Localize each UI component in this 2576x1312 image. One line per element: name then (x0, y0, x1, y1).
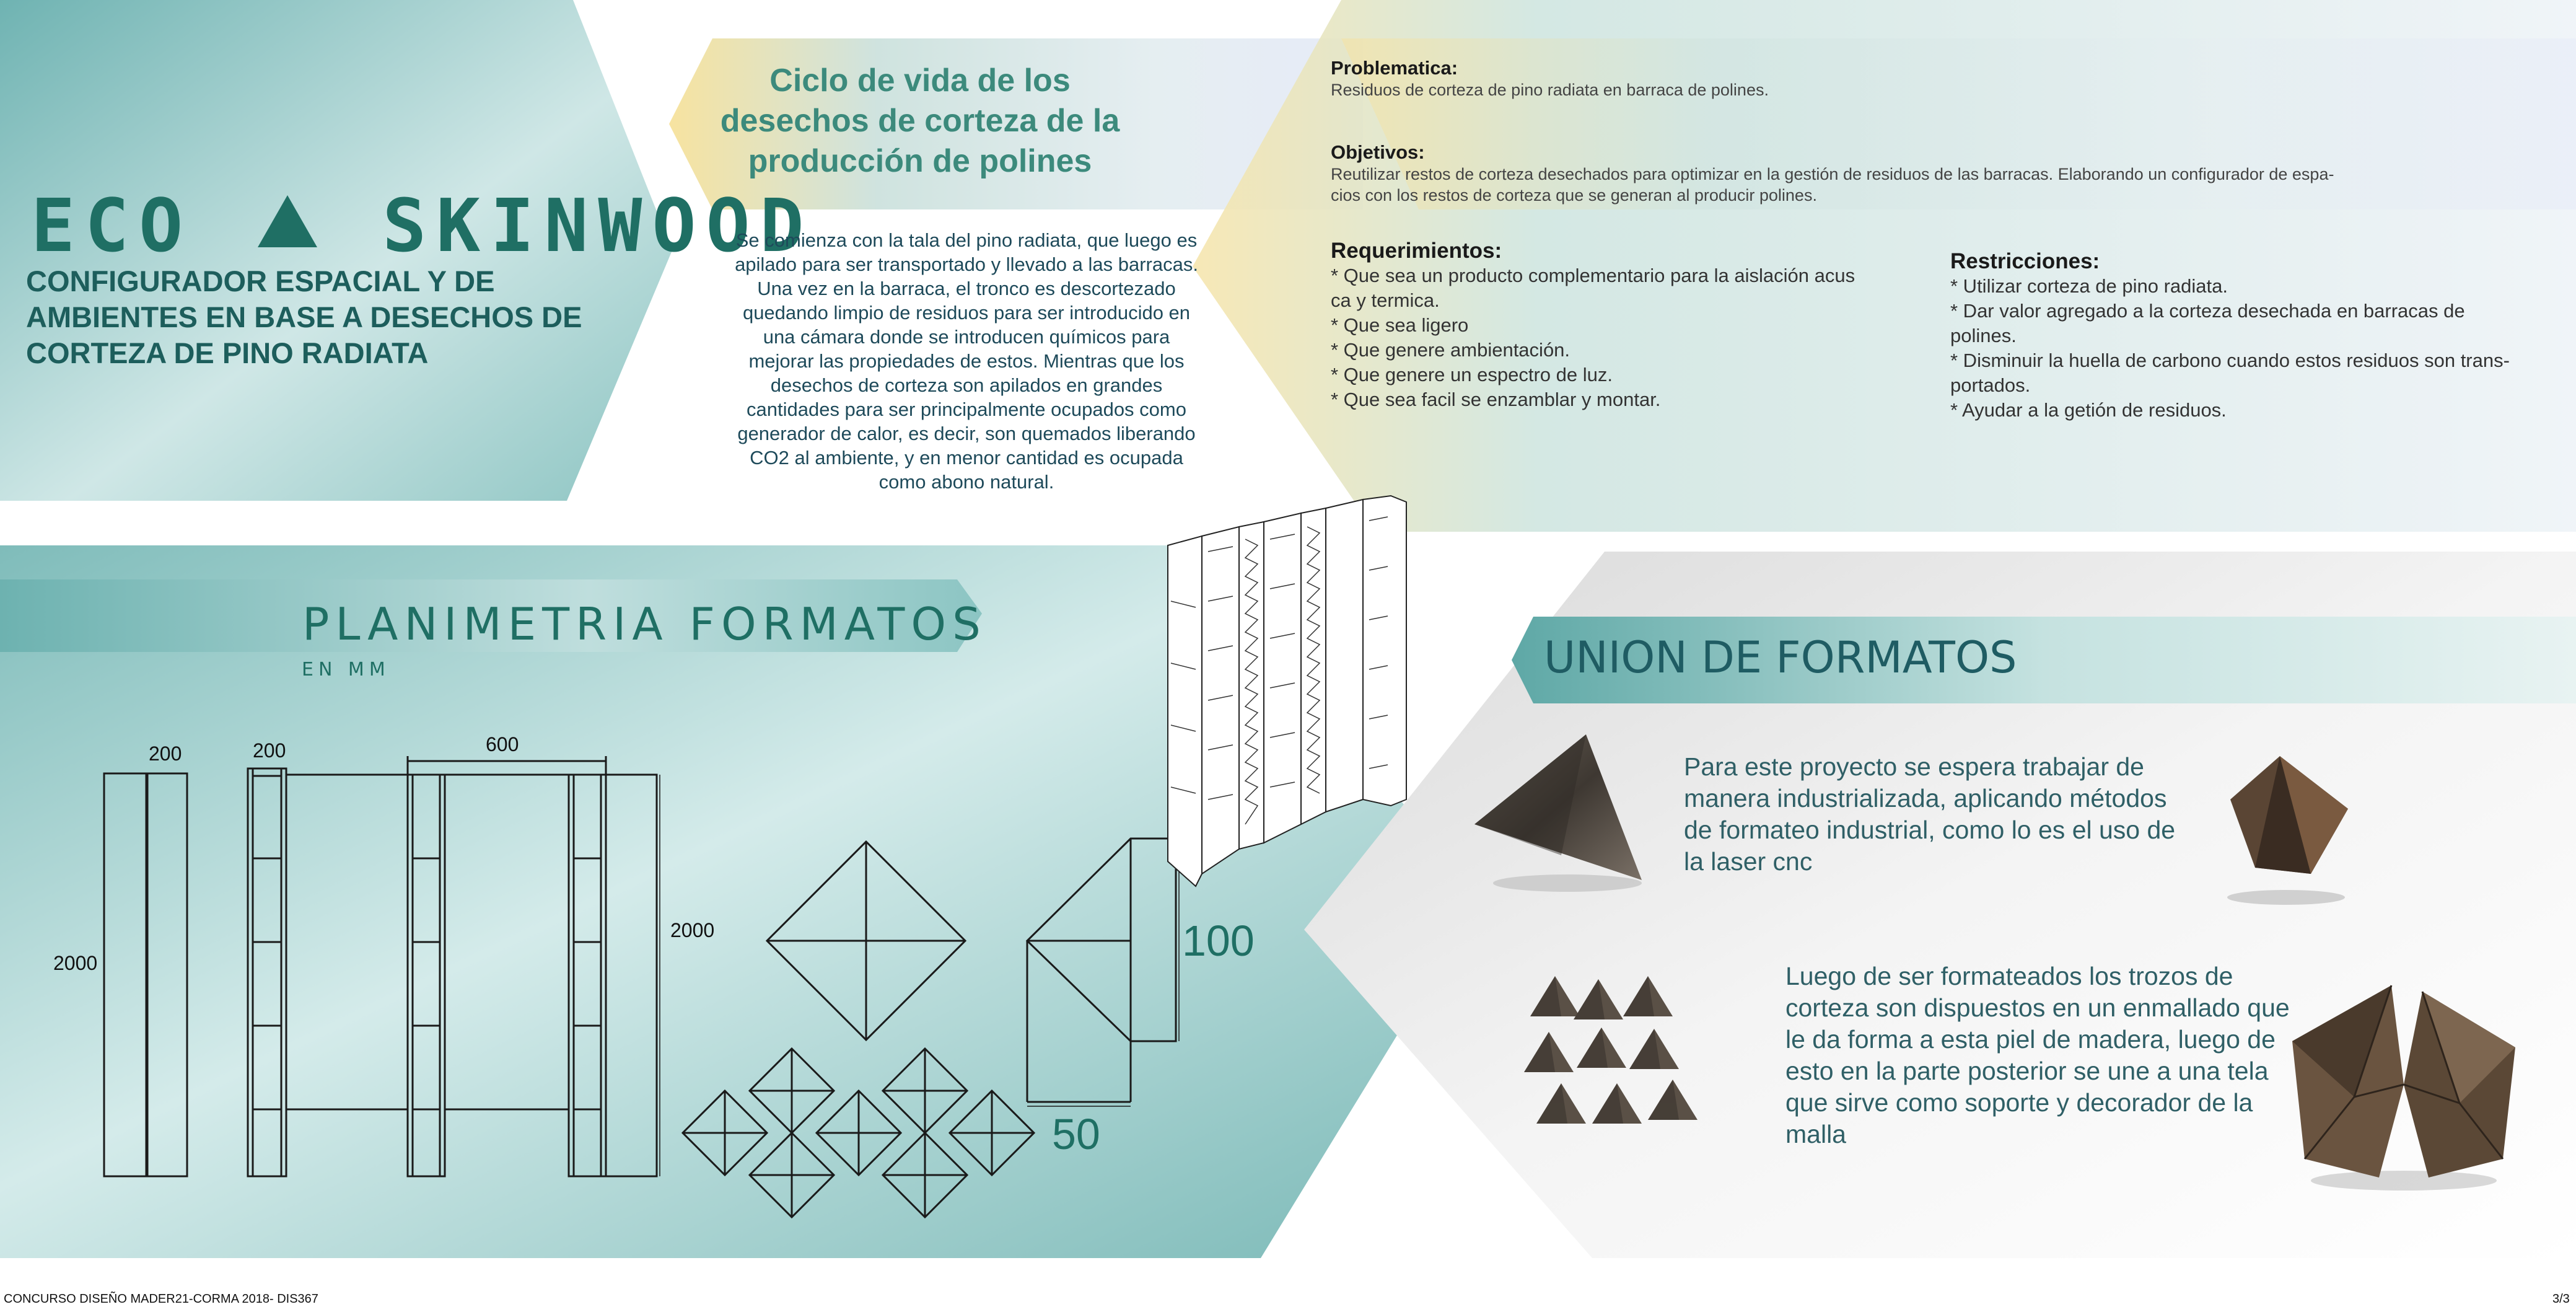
problematica-label: Problematica: (1331, 57, 1458, 79)
footer-credit: CONCURSO DISEÑO MADER21-CORMA 2018- DIS367 (4, 1292, 318, 1306)
dim-200-a: 200 (149, 742, 182, 765)
union-paragraph-1: Para este proyecto se espera trabajar de manera industrializada, aplicando métodos de formateo industrial, como lo es el uso de la laser cnc (1684, 752, 2176, 876)
brand-right: SKINWOOD (382, 183, 814, 268)
planimetria-title: PLANIMETRIA FORMATOS (302, 598, 987, 650)
requerimientos-label: Requerimientos: (1331, 239, 1502, 263)
brand-left: ECO (31, 183, 193, 268)
list-item: * Disminuir la huella de carbono cuando estos residuos son trans- (1950, 350, 2510, 371)
list-item: * Utilizar corteza de pino radiata. (1950, 275, 2228, 297)
cycle-body: Se comienza con la tala del pino radiata, que luego es apilado para ser transportado y llevado a las barracas. Una vez en la barraca, el tronco es descortezado quedando limpio de residuos para ser introducido en una cámara donde se introducen químicos para mejorar las propiedades de estos. Mientras que los desechos de corteza son apilados en grandes cantidades para ser principalmente ocupados como generador de calor, es decir, son quemados liberando CO2 al ambiente, y en menor cantidad es ocupada como abono natural. (735, 229, 1198, 493)
problematica-text: Residuos de corteza de pino radiata en barraca de polines. (1331, 81, 1769, 99)
dim-50: 50 (1052, 1110, 1100, 1158)
page-number: 3/3 (2552, 1292, 2570, 1306)
dim-2000-b: 2000 (670, 919, 715, 941)
page-subtitle: CONFIGURADOR ESPACIAL Y DE AMBIENTES EN BASE A DESECHOS DE CORTEZA DE PINO RADIATA (26, 265, 582, 369)
list-item: polines. (1950, 325, 2017, 346)
diamond-pattern (683, 1049, 1034, 1217)
dim-2000-a: 2000 (53, 952, 98, 974)
dim-200-b: 200 (253, 739, 286, 762)
objetivos-line-1: Reutilizar restos de corteza desechados para optimizar en la gestión de residuos de las barracas. Elaborando un configurador de espa- (1331, 165, 2334, 183)
list-item: * Ayudar a la getión de residuos. (1950, 399, 2227, 421)
brand-logo (31, 183, 814, 268)
objetivos-block (1331, 141, 2334, 206)
problematica-block (1331, 57, 1769, 100)
restricciones-label: Restricciones: (1950, 249, 2100, 273)
panel-side-thin (104, 773, 146, 1176)
union-paragraph-2: Luego de ser formateados los trozos de corteza son dispuestos en un enmallado que le da forma a esta piel de madera, luego de esto en la parte posterior se une a una tela que sirve como soporte y decorador de la malla (1785, 962, 2290, 1148)
bark-wing-image (2280, 973, 2528, 1196)
technical-drawing (0, 719, 1239, 1252)
objetivos-label: Objetivos: (1331, 141, 1425, 163)
panel-side (147, 773, 187, 1176)
panel-end (606, 775, 657, 1176)
list-item: * Que genere ambientación. (1331, 339, 1571, 361)
planimetria-units: EN MM (302, 659, 390, 680)
list-item: * Que sea un producto complementario para la aislación acus (1331, 265, 1855, 286)
bark-pyramid-image (2212, 750, 2367, 911)
bark-tile-grid-image (1524, 973, 1741, 1153)
bark-triangle-image (1462, 725, 1667, 899)
list-item: * Que sea facil se enzamblar y montar. (1331, 389, 1661, 410)
list-item: * Dar valor agregado a la corteza desechada en barracas de (1950, 300, 2465, 322)
list-item: * Que genere un espectro de luz. (1331, 364, 1613, 385)
union-title: UNION DE FORMATOS (1544, 632, 2017, 683)
dim-600: 600 (486, 733, 519, 755)
list-item: portados. (1950, 374, 2031, 396)
requerimientos-block (1331, 239, 1925, 412)
list-item: * Que sea ligero (1331, 314, 1469, 336)
cycle-title: Ciclo de vida de los desechos de corteza de la producción de polines (720, 63, 1120, 179)
triangle-icon (258, 195, 317, 247)
structure-sketch (1159, 477, 1419, 899)
list-item: ca y termica. (1331, 289, 1440, 311)
dim-100: 100 (1182, 917, 1255, 965)
restricciones-block (1950, 249, 2557, 423)
objetivos-line-2: cios con los restos de corteza que se generan al producir polines. (1331, 186, 1817, 205)
